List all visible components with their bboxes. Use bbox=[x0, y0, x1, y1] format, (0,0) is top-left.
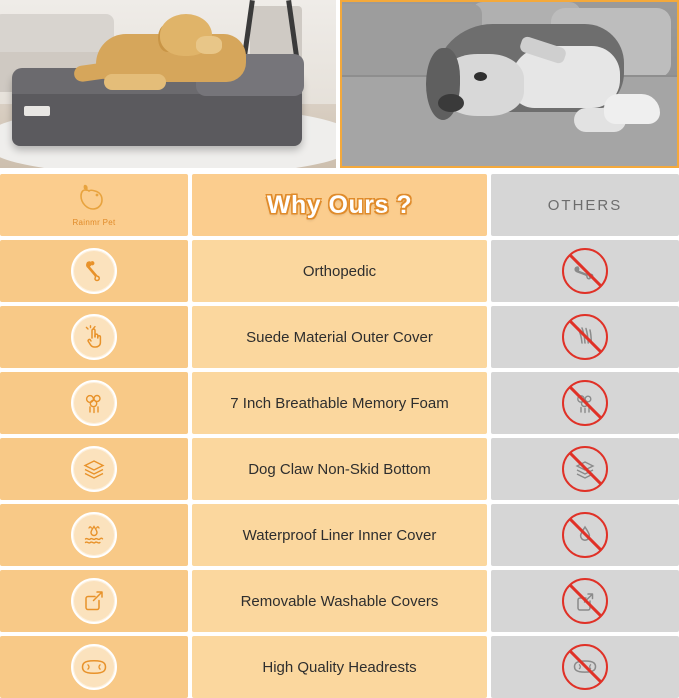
others-icon-cell bbox=[491, 570, 679, 632]
ours-icon-cell bbox=[0, 438, 188, 500]
feature-cell bbox=[192, 372, 487, 434]
feature-cell bbox=[192, 636, 487, 698]
bed-brand-tag bbox=[24, 106, 50, 116]
table-row bbox=[0, 504, 679, 566]
table-row bbox=[0, 240, 679, 302]
others-title: OTHERS bbox=[547, 196, 623, 214]
feature-cell bbox=[192, 570, 487, 632]
layers-grip-icon-forbidden bbox=[563, 447, 607, 491]
forbidden-slash bbox=[562, 380, 608, 426]
feature-cell bbox=[192, 504, 487, 566]
foam-cloud-icon bbox=[71, 380, 117, 426]
forbidden-slash bbox=[562, 314, 608, 360]
feature-cell bbox=[192, 438, 487, 500]
feature-label: Suede Material Outer Cover bbox=[246, 328, 433, 346]
table-row bbox=[0, 636, 679, 698]
ours-icon-cell bbox=[0, 570, 188, 632]
waterproof-drop-icon bbox=[71, 512, 117, 558]
photo-dog-bed-living-room bbox=[0, 0, 336, 168]
feature-label: Dog Claw Non-Skid Bottom bbox=[248, 460, 431, 478]
forbidden-slash bbox=[562, 512, 608, 558]
photo-dog-on-couch bbox=[340, 0, 679, 168]
brand-logo bbox=[72, 183, 115, 227]
table-row bbox=[0, 372, 679, 434]
others-icon-cell bbox=[491, 438, 679, 500]
brand-name: Rainmr Pet bbox=[72, 218, 116, 227]
forbidden-slash bbox=[562, 578, 608, 624]
removable-cover-icon bbox=[71, 578, 117, 624]
dog-front-legs bbox=[104, 74, 166, 90]
hand-touch-icon bbox=[71, 314, 117, 360]
dog-paw bbox=[604, 94, 660, 124]
dog-logo-icon bbox=[77, 183, 111, 217]
ours-header-cell bbox=[192, 174, 487, 236]
feature-label: 7 Inch Breathable Memory Foam bbox=[230, 394, 449, 412]
comparison-table bbox=[0, 174, 679, 679]
feature-label: Removable Washable Covers bbox=[240, 592, 439, 610]
others-icon-cell bbox=[491, 504, 679, 566]
scratch-marks-icon-forbidden bbox=[563, 315, 607, 359]
layers-grip-icon bbox=[71, 446, 117, 492]
table-row bbox=[0, 438, 679, 500]
ours-title: Why Ours ? bbox=[266, 190, 413, 219]
bone-joint-icon bbox=[71, 248, 117, 294]
photo-band bbox=[0, 0, 679, 170]
others-icon-cell bbox=[491, 636, 679, 698]
water-drop-icon-forbidden bbox=[563, 513, 607, 557]
forbidden-slash bbox=[562, 248, 608, 294]
removable-cover-icon-forbidden bbox=[563, 579, 607, 623]
ours-icon-cell bbox=[0, 240, 188, 302]
dog-snout bbox=[196, 36, 222, 54]
forbidden-slash bbox=[562, 644, 608, 690]
ours-icon-cell bbox=[0, 636, 188, 698]
dog-eye bbox=[474, 72, 487, 81]
others-icon-cell bbox=[491, 240, 679, 302]
table-row bbox=[0, 306, 679, 368]
headrest-pillow-icon bbox=[71, 644, 117, 690]
table-row bbox=[0, 570, 679, 632]
feature-label: Waterproof Liner Inner Cover bbox=[242, 526, 437, 544]
others-icon-cell bbox=[491, 372, 679, 434]
headrest-pillow-icon-forbidden bbox=[563, 645, 607, 689]
ours-icon-cell bbox=[0, 504, 188, 566]
forbidden-slash bbox=[562, 446, 608, 492]
bone-joint-icon-forbidden bbox=[563, 249, 607, 293]
ours-icon-cell bbox=[0, 306, 188, 368]
dog-nose bbox=[438, 94, 464, 112]
feature-cell bbox=[192, 240, 487, 302]
table-header-row bbox=[0, 174, 679, 236]
others-icon-cell bbox=[491, 306, 679, 368]
brand-logo-cell bbox=[0, 174, 188, 236]
foam-cloud-icon-forbidden bbox=[563, 381, 607, 425]
others-header-cell bbox=[491, 174, 679, 236]
feature-cell bbox=[192, 306, 487, 368]
feature-label: Orthopedic bbox=[302, 262, 377, 280]
ours-icon-cell bbox=[0, 372, 188, 434]
feature-label: High Quality Headrests bbox=[262, 658, 417, 676]
